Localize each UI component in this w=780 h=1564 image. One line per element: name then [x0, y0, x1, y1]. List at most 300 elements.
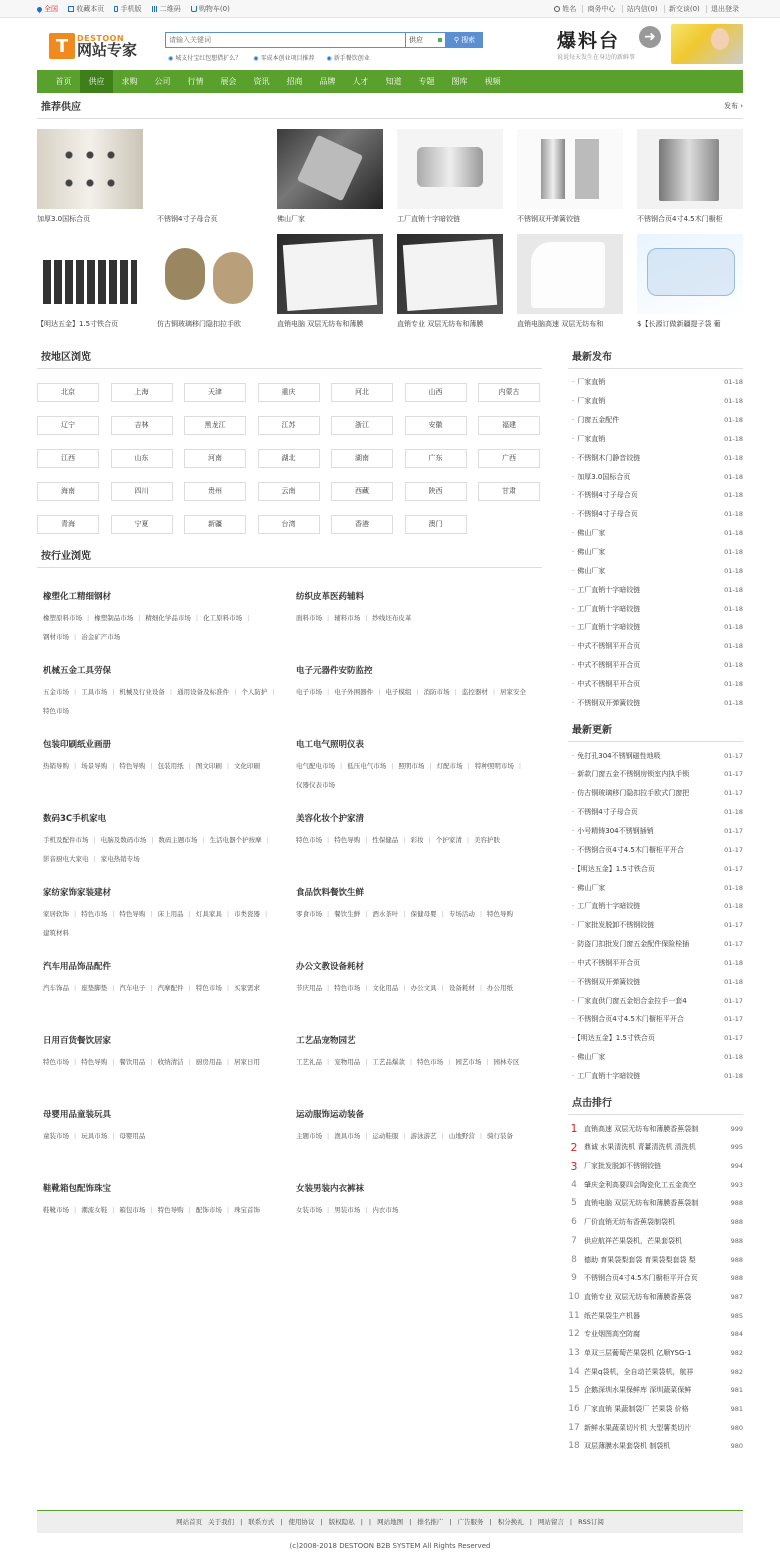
industry-link[interactable]: 山地野营 | — [449, 1132, 482, 1140]
list-item-title[interactable]: · 佛山厂家 — [572, 547, 712, 557]
list-item-title[interactable]: · 【明达五金】1.5寸铁合页 — [572, 1033, 712, 1043]
ranking-item[interactable] — [568, 1306, 743, 1325]
region-link[interactable]: 海南 — [37, 482, 99, 501]
product-image[interactable] — [517, 234, 623, 314]
industry-link[interactable]: 影音厨电大家电 | — [43, 855, 96, 863]
ranking-item[interactable] — [568, 1437, 743, 1456]
region-link[interactable]: 青海 — [37, 515, 99, 534]
industry-link[interactable]: 冶金矿产市场 — [81, 633, 121, 641]
region-link[interactable]: 湖南 — [331, 449, 393, 468]
industry-link[interactable]: 女装市场 | — [296, 1206, 329, 1214]
industry-link[interactable]: 厨房用品 | — [196, 1058, 229, 1066]
list-item[interactable] — [568, 916, 743, 935]
industry-link[interactable]: 个护家清 | — [436, 836, 469, 844]
rank-title[interactable]: 专业烟图高空防腐 — [584, 1330, 640, 1339]
footer-link[interactable]: RSS订阅 — [578, 1518, 604, 1526]
hot-search-link[interactable]: ◉ 新手餐饮创业 — [327, 53, 370, 62]
list-item[interactable] — [568, 803, 743, 822]
region-link[interactable]: 黑龙江 — [184, 416, 246, 435]
industry-link[interactable]: 特色导购 | — [119, 762, 152, 770]
region-link[interactable]: 宁夏 — [111, 515, 173, 534]
list-item[interactable] — [568, 840, 743, 859]
list-item[interactable] — [568, 656, 743, 675]
industry-link[interactable]: 手机及配件市场 | — [43, 836, 96, 844]
product-image[interactable] — [37, 129, 143, 209]
top-link-mobile[interactable]: 手机版 — [114, 5, 141, 13]
region-link[interactable]: 重庆 — [258, 383, 320, 402]
ranking-item[interactable] — [568, 1194, 743, 1213]
list-item[interactable] — [568, 392, 743, 411]
product-caption[interactable]: 加厚3.0国标合页 — [37, 215, 91, 223]
list-item[interactable] — [568, 637, 743, 656]
industry-link[interactable]: 工具市场 | — [81, 688, 114, 696]
footer-link[interactable]: 版权隐私 — [328, 1518, 355, 1526]
industry-link[interactable]: 钢材市场 | — [43, 633, 76, 641]
industry-link[interactable]: 通用设备及标准件 | — [177, 688, 236, 696]
industry-link[interactable]: 零食市场 | — [296, 910, 329, 918]
product-caption[interactable]: 不锈钢4寸子母合页 — [157, 215, 218, 223]
product-card[interactable] — [157, 234, 263, 331]
industry-link[interactable]: 玩具市场 | — [81, 1132, 114, 1140]
industry-link[interactable]: 彩妆 | — [411, 836, 431, 844]
industry-link[interactable]: 橡塑制品市场 | — [94, 614, 140, 622]
industry-link[interactable]: 特色市场 | — [417, 1058, 450, 1066]
product-card[interactable] — [517, 234, 623, 331]
list-item[interactable] — [568, 859, 743, 878]
product-card[interactable] — [277, 234, 383, 331]
region-link[interactable]: 香港 — [331, 515, 393, 534]
search-button[interactable]: ⚲ 搜索 — [446, 32, 483, 48]
list-item-title[interactable]: · 加厚3.0国标合页 — [572, 472, 712, 482]
industry-link[interactable]: 特色导购 — [487, 910, 514, 918]
product-card[interactable] — [637, 234, 743, 331]
list-item-title[interactable]: · 免打孔304不锈钢磁性地吸 — [572, 751, 712, 761]
list-item[interactable] — [568, 897, 743, 916]
industry-heading[interactable]: 鞋靴箱包配饰珠宝 — [43, 1184, 112, 1194]
industry-heading[interactable]: 母婴用品童装玩具 — [43, 1110, 112, 1120]
top-link-logout[interactable]: 退出登录 — [706, 5, 743, 13]
industry-link[interactable]: 文化印刷 — [234, 762, 261, 770]
list-item-title[interactable]: · 工厂直销十字暗铰链 — [572, 585, 712, 595]
list-item[interactable] — [568, 935, 743, 954]
industry-link[interactable]: 个人防护 | — [241, 688, 274, 696]
hot-search-link[interactable]: ◉ 零成本创业项目推荐 — [253, 53, 314, 62]
industry-link[interactable]: 居家安全 — [500, 688, 527, 696]
footer-link[interactable]: 联系方式 — [248, 1518, 275, 1526]
industry-heading[interactable]: 电子元器件安防监控 — [296, 666, 373, 676]
rank-title[interactable]: 直销专业 双层无纺布和薄膜香蕉袋 — [584, 1292, 692, 1301]
industry-link[interactable]: 买家需求 — [234, 984, 261, 992]
industry-link[interactable]: 箱包市场 | — [119, 1206, 152, 1214]
region-link[interactable]: 四川 — [111, 482, 173, 501]
ranking-item[interactable] — [568, 1157, 743, 1176]
list-item-title[interactable]: · 小号精铸304不锈钢插销 — [572, 826, 712, 836]
product-image[interactable] — [37, 234, 143, 314]
industry-link[interactable]: 童装市场 | — [43, 1132, 76, 1140]
industry-link[interactable]: 电子模组 | — [385, 688, 418, 696]
rank-title[interactable]: 直销高速 双层无纺布和薄膜香蕉袋制 — [584, 1124, 699, 1133]
region-link[interactable]: 台湾 — [258, 515, 320, 534]
industry-heading[interactable]: 办公文教设备耗材 — [296, 962, 365, 972]
ranking-item[interactable] — [568, 1138, 743, 1157]
ranking-item[interactable] — [568, 1381, 743, 1400]
header-ad-banner[interactable] — [557, 24, 743, 64]
list-item-title[interactable]: · 中式不锈钢平开合页 — [572, 641, 712, 651]
industry-link[interactable]: 配饰市场 | — [196, 1206, 229, 1214]
industry-link[interactable]: 特色导购 | — [81, 1058, 114, 1066]
list-item[interactable] — [568, 543, 743, 562]
list-item-title[interactable]: · 厂家直供门窗五金铝合金拉手一套4 — [572, 996, 712, 1006]
list-item-title[interactable]: · 工厂直销十字暗铰链 — [572, 622, 712, 632]
footer-link[interactable]: 排名推广 — [417, 1518, 444, 1526]
list-item-title[interactable]: · 中式不锈钢平开合页 — [572, 958, 712, 968]
industry-link[interactable]: 辅料市场 | — [334, 614, 367, 622]
list-item-title[interactable]: · 佛山厂家 — [572, 528, 712, 538]
industry-link[interactable]: 电脑及数码市场 | — [101, 836, 154, 844]
list-item[interactable] — [568, 467, 743, 486]
rank-title[interactable]: 肇庆金利高要四会陶瓷化工五金高空 — [584, 1180, 696, 1189]
list-item[interactable] — [568, 411, 743, 430]
list-item[interactable] — [568, 822, 743, 841]
list-item[interactable] — [568, 765, 743, 784]
list-item[interactable] — [568, 373, 743, 392]
industry-link[interactable]: 骑行装备 — [487, 1132, 514, 1140]
industry-heading[interactable]: 工艺品宠物园艺 — [296, 1036, 356, 1046]
list-item[interactable] — [568, 693, 743, 712]
rank-title[interactable]: 直销电脑 双层无纺布和薄膜香蕉袋制 — [584, 1199, 699, 1208]
industry-link[interactable]: 汽车电子 | — [119, 984, 152, 992]
region-link[interactable]: 河北 — [331, 383, 393, 402]
industry-link[interactable]: 男装市场 | — [334, 1206, 367, 1214]
product-card[interactable] — [397, 234, 503, 331]
industry-link[interactable]: 渔具市场 | — [334, 1132, 367, 1140]
list-item-title[interactable]: · 中式不锈钢平开合页 — [572, 660, 712, 670]
list-item-title[interactable]: · 不锈钢4寸子母合页 — [572, 807, 712, 817]
industry-link[interactable]: 游泳游艺 | — [411, 1132, 444, 1140]
region-link[interactable]: 澳门 — [405, 515, 467, 534]
industry-link[interactable]: 照明市场 | — [398, 762, 431, 770]
industry-link[interactable]: 珠宝首饰 — [234, 1206, 261, 1214]
product-image[interactable] — [637, 129, 743, 209]
site-logo[interactable] — [49, 31, 149, 61]
industry-link[interactable]: 鞋靴市场 | — [43, 1206, 76, 1214]
industry-link[interactable]: 特色市场 — [43, 707, 69, 715]
rank-title[interactable]: 纸芒果袋生产机器 — [584, 1311, 640, 1320]
industry-link[interactable]: 建筑材料 — [43, 929, 69, 937]
industry-heading[interactable]: 电工电气照明仪表 — [296, 740, 365, 750]
rank-title[interactable]: 企鹅深圳水果保鲜库 深圳蔬菜保鲜 — [584, 1386, 692, 1395]
product-caption[interactable]: 工厂直销十字暗铰链 — [397, 215, 460, 223]
industry-link[interactable]: 家电热销专场 — [100, 855, 140, 863]
product-image[interactable] — [397, 234, 503, 314]
industry-heading[interactable]: 包装印刷纸业画册 — [43, 740, 112, 750]
product-caption[interactable]: 佛山厂家 — [277, 215, 305, 223]
industry-link[interactable]: 汽摩配件 | — [158, 984, 191, 992]
top-link-business-center[interactable]: 商务中心 — [582, 5, 619, 13]
product-caption[interactable]: 不锈钢合页4寸4.5木门橱柜 — [637, 215, 723, 223]
region-link[interactable]: 江西 — [37, 449, 99, 468]
list-item[interactable] — [568, 430, 743, 449]
list-item[interactable] — [568, 746, 743, 765]
nav-item-supply[interactable]: 供应 — [80, 70, 113, 93]
list-item[interactable] — [568, 618, 743, 637]
region-link[interactable]: 辽宁 — [37, 416, 99, 435]
list-item-title[interactable]: · 厂家直销 — [572, 434, 712, 444]
ranking-item[interactable] — [568, 1250, 743, 1269]
region-link[interactable]: 广东 — [405, 449, 467, 468]
industry-link[interactable]: 汽车饰品 | — [43, 984, 76, 992]
rank-title[interactable]: 德助 育果袋梨套袋 育果袋梨套袋 梨 — [584, 1255, 696, 1264]
list-item-title[interactable]: · 厂家直销 — [572, 396, 712, 406]
industry-link[interactable]: 办公文具 | — [411, 984, 444, 992]
industry-link[interactable]: 电气配电市场 | — [296, 762, 342, 770]
product-card[interactable] — [37, 234, 143, 331]
rank-title[interactable]: 双层薄膜水果套袋机 制袋机 — [584, 1442, 671, 1451]
product-image[interactable] — [277, 129, 383, 209]
footer-link[interactable]: 网站首页 — [176, 1518, 203, 1526]
footer-link[interactable]: 关于我们 — [208, 1518, 235, 1526]
industry-link[interactable]: 设备耗材 | — [449, 984, 482, 992]
top-link-favorite[interactable]: 收藏本页 — [68, 5, 104, 13]
industry-link[interactable]: 专场活动 | — [449, 910, 482, 918]
list-item-title[interactable]: · 工厂直销十字暗铰链 — [572, 604, 712, 614]
list-item-title[interactable]: · 不锈钢木门静音铰链 — [572, 453, 712, 463]
industry-link[interactable]: 热销导购 | — [43, 762, 76, 770]
region-link[interactable]: 新疆 — [184, 515, 246, 534]
list-item-title[interactable]: · 不锈钢合页4寸4.5木门橱柜平开合 — [572, 845, 712, 855]
industry-heading[interactable]: 日用百货餐饮居家 — [43, 1036, 112, 1046]
industry-link[interactable]: 运动鞋服 | — [372, 1132, 405, 1140]
industry-heading[interactable]: 食品饮料餐饮生鲜 — [296, 888, 365, 898]
product-card[interactable] — [637, 129, 743, 226]
region-link[interactable]: 陕西 — [405, 482, 467, 501]
ranking-item[interactable] — [568, 1362, 743, 1381]
product-image[interactable] — [157, 129, 263, 209]
industry-link[interactable]: 酒水茶叶 | — [372, 910, 405, 918]
search-input[interactable] — [165, 32, 406, 48]
list-item-title[interactable]: · 工厂直销十字暗铰链 — [572, 901, 712, 911]
industry-link[interactable]: 仪器仪表市场 — [296, 781, 335, 789]
region-link[interactable]: 云南 — [258, 482, 320, 501]
list-item-title[interactable]: · 不锈钢双开弹簧铰链 — [572, 698, 712, 708]
product-caption[interactable]: 直销电脑 双层无纺布和薄膜 — [277, 320, 364, 328]
industry-link[interactable]: 特色导购 | — [158, 1206, 191, 1214]
list-item-title[interactable]: · 【明达五金】1.5寸铁合页 — [572, 864, 712, 874]
industry-link[interactable]: 五金市场 | — [43, 688, 76, 696]
industry-link[interactable]: 办公用纸 — [487, 984, 514, 992]
industry-link[interactable]: 精细化学品市场 | — [145, 614, 198, 622]
industry-link[interactable]: 收纳清洁 | — [158, 1058, 191, 1066]
top-link-qrcode[interactable]: 二维码 — [152, 5, 181, 13]
industry-heading[interactable]: 汽车用品饰品配件 — [43, 962, 112, 972]
industry-link[interactable]: 包装用纸 | — [158, 762, 191, 770]
nav-item-quote[interactable]: 行情 — [187, 77, 204, 86]
region-link[interactable]: 山东 — [111, 449, 173, 468]
ranking-item[interactable] — [568, 1288, 743, 1307]
industry-link[interactable]: 面料市场 | — [296, 614, 329, 622]
list-item-title[interactable]: · 防盗门扣批发门窗五金配件保险栓插 — [572, 939, 712, 949]
rank-title[interactable]: 供应航祥芒果袋机，芒果套袋机 — [584, 1236, 682, 1245]
list-item[interactable] — [568, 524, 743, 543]
list-item[interactable] — [568, 953, 743, 972]
industry-link[interactable]: 文化用品 | — [372, 984, 405, 992]
list-item[interactable] — [568, 1067, 743, 1086]
list-item[interactable] — [568, 991, 743, 1010]
product-caption[interactable]: 【明达五金】1.5寸铁合页 — [37, 320, 119, 328]
region-link[interactable]: 安徽 — [405, 416, 467, 435]
rank-title[interactable]: 鼎诚 水果清洗机 青薹清洗机 清洗机 — [584, 1143, 696, 1152]
industry-link[interactable]: 数码主题市场 | — [158, 836, 204, 844]
industry-link[interactable]: 机械及行业设备 | — [119, 688, 172, 696]
region-link[interactable]: 北京 — [37, 383, 99, 402]
nav-item-home[interactable]: 首页 — [55, 77, 72, 86]
nav-item-job[interactable]: 人才 — [352, 77, 369, 86]
list-item-title[interactable]: · 工厂直销十字暗铰链 — [572, 1071, 712, 1081]
industry-link[interactable]: 美容护肤 — [474, 836, 501, 844]
industry-link[interactable]: 潮流女鞋 | — [81, 1206, 114, 1214]
nav-item-photo[interactable]: 图库 — [451, 77, 468, 86]
ranking-item[interactable] — [568, 1400, 743, 1419]
product-card[interactable] — [277, 129, 383, 226]
region-link[interactable]: 福建 — [478, 416, 540, 435]
industry-link[interactable]: 母婴用品 — [119, 1132, 146, 1140]
industry-link[interactable]: 餐饮生鲜 | — [334, 910, 367, 918]
industry-link[interactable]: 生活电器个护按摩 | — [210, 836, 269, 844]
industry-link[interactable]: 低压电气市场 | — [347, 762, 393, 770]
list-item[interactable] — [568, 561, 743, 580]
industry-link[interactable]: 特色市场 | — [196, 984, 229, 992]
list-item[interactable] — [568, 784, 743, 803]
rank-title[interactable]: 不锈钢合页4寸4.5木门橱柜平开合页 — [584, 1274, 698, 1283]
nav-item-special[interactable]: 专题 — [418, 77, 435, 86]
top-link-chat[interactable]: 新交谈(0) — [664, 5, 704, 13]
industry-link[interactable]: 内衣市场 — [372, 1206, 399, 1214]
industry-link[interactable]: 橡塑原料市场 | — [43, 614, 89, 622]
product-caption[interactable]: 直销电脑高速 双层无纺布和 — [517, 320, 604, 328]
nav-item-invest[interactable]: 招商 — [286, 77, 303, 86]
list-item-title[interactable]: · 佛山厂家 — [572, 1052, 712, 1062]
product-image[interactable] — [637, 234, 743, 314]
list-item-title[interactable]: · 不锈钢4寸子母合页 — [572, 490, 712, 500]
industry-heading[interactable]: 运动服饰运动装备 — [296, 1110, 365, 1120]
rank-title[interactable]: 芒果q袋机，全自动芒果袋机，航祥 — [584, 1367, 694, 1376]
list-item-title[interactable]: · 厂家直销 — [572, 377, 712, 387]
list-item[interactable] — [568, 1010, 743, 1029]
footer-link[interactable]: 网站留言 — [537, 1518, 564, 1526]
product-card[interactable] — [517, 129, 623, 226]
product-caption[interactable]: 直销专业 双层无纺布和薄膜 — [397, 320, 484, 328]
product-image[interactable] — [397, 129, 503, 209]
product-card[interactable] — [157, 129, 263, 226]
publish-link[interactable]: 发布 › — [723, 101, 743, 110]
region-link[interactable]: 河南 — [184, 449, 246, 468]
industry-link[interactable]: 市类瓷器 | — [234, 910, 267, 918]
list-item-title[interactable]: · 不锈钢4寸子母合页 — [572, 509, 712, 519]
footer-link[interactable]: 积分换礼 — [497, 1518, 524, 1526]
rank-title[interactable]: 厂价直销无纺布香蕉袋制袋机 — [584, 1218, 675, 1227]
industry-link[interactable]: 特色导购 | — [334, 836, 367, 844]
region-link[interactable]: 西藏 — [331, 482, 393, 501]
list-item[interactable] — [568, 878, 743, 897]
industry-link[interactable]: 消防市场 | — [424, 688, 457, 696]
list-item-title[interactable]: · 门窗五金配件 — [572, 415, 712, 425]
industry-link[interactable]: 餐饮用品 | — [119, 1058, 152, 1066]
industry-link[interactable]: 工艺品爆款 | — [372, 1058, 412, 1066]
ranking-item[interactable] — [568, 1232, 743, 1251]
product-caption[interactable]: 仿古铜玻璃移门隐扣拉手欧 — [157, 320, 241, 328]
industry-link[interactable]: 座垫脚垫 | — [81, 984, 114, 992]
rank-title[interactable]: 厂家批发脱卸不锈钢铰链 — [584, 1162, 661, 1171]
industry-link[interactable]: 电子外围器件 | — [334, 688, 380, 696]
industry-heading[interactable]: 机械五金工具劳保 — [43, 666, 112, 676]
industry-link[interactable]: 电子市场 | — [296, 688, 329, 696]
industry-link[interactable]: 工艺礼品 | — [296, 1058, 329, 1066]
list-item[interactable] — [568, 580, 743, 599]
list-item[interactable] — [568, 505, 743, 524]
list-item[interactable] — [568, 448, 743, 467]
industry-heading[interactable]: 纺织皮革医药辅料 — [296, 592, 365, 602]
list-item-title[interactable]: · 不锈钢合页4寸4.5木门橱柜平开合 — [572, 1014, 712, 1024]
top-link-messages[interactable]: 站内信(0) — [622, 5, 662, 13]
product-caption[interactable]: 不锈钢双开弹簧铰链 — [517, 215, 580, 223]
industry-link[interactable]: 灯配市场 | — [437, 762, 470, 770]
list-item[interactable] — [568, 1029, 743, 1048]
industry-link[interactable]: 保健母婴 | — [411, 910, 444, 918]
industry-link[interactable]: 特色市场 | — [81, 910, 114, 918]
product-card[interactable] — [397, 129, 503, 226]
list-item-title[interactable]: · 新款门窗五金不锈钢房锁室内执手锁 — [572, 769, 712, 779]
footer-link[interactable]: 使用协议 — [288, 1518, 315, 1526]
industry-link[interactable]: 主题市场 | — [296, 1132, 329, 1140]
product-image[interactable] — [517, 129, 623, 209]
industry-link[interactable]: 灯具家具 | — [196, 910, 229, 918]
footer-link[interactable]: 广告服务 — [457, 1518, 484, 1526]
industry-heading[interactable]: 美容化妆个护家清 — [296, 814, 365, 824]
list-item-title[interactable]: · 仿古铜玻璃移门隐扣拉手欧式门窗把 — [572, 788, 712, 798]
industry-link[interactable]: 床上用品 | — [158, 910, 191, 918]
ranking-item[interactable] — [568, 1269, 743, 1288]
list-item[interactable] — [568, 972, 743, 991]
region-link[interactable]: 浙江 — [331, 416, 393, 435]
industry-link[interactable]: 节庆用品 | — [296, 984, 329, 992]
list-item-title[interactable]: · 中式不锈钢平开合页 — [572, 679, 712, 689]
product-card[interactable] — [37, 129, 143, 226]
ranking-item[interactable] — [568, 1344, 743, 1363]
footer-link[interactable]: 网站地图 — [377, 1518, 404, 1526]
rank-title[interactable]: 新鲜水果蔬菜切片机 大型薯类切片 — [584, 1423, 692, 1432]
industry-heading[interactable]: 橡塑化工精细钢材 — [43, 592, 112, 602]
list-item[interactable] — [568, 486, 743, 505]
industry-link[interactable]: 特种照明市场 | — [475, 762, 521, 770]
industry-link[interactable]: 园艺市场 | — [455, 1058, 488, 1066]
industry-heading[interactable]: 女装男装内衣裤袜 — [296, 1184, 365, 1194]
region-link[interactable]: 广西 — [478, 449, 540, 468]
industry-link[interactable]: 宠物用品 | — [334, 1058, 367, 1066]
ranking-item[interactable] — [568, 1119, 743, 1138]
list-item-title[interactable]: · 不锈钢双开弹簧铰链 — [572, 977, 712, 987]
product-image[interactable] — [277, 234, 383, 314]
nav-item-news[interactable]: 资讯 — [253, 77, 270, 86]
region-link[interactable]: 湖北 — [258, 449, 320, 468]
top-link-username[interactable]: 姓名 — [550, 5, 580, 13]
industry-heading[interactable]: 家纺家饰家装建材 — [43, 888, 112, 898]
industry-link[interactable]: 性保健品 | — [372, 836, 405, 844]
nav-item-know[interactable]: 知道 — [385, 77, 402, 86]
search-scope-select[interactable]: 供应 — [406, 32, 446, 48]
industry-link[interactable]: 特色市场 | — [334, 984, 367, 992]
product-caption[interactable]: $【长源订做新疆提子袋 葡 — [637, 320, 721, 328]
industry-link[interactable]: 监控器材 | — [462, 688, 495, 696]
